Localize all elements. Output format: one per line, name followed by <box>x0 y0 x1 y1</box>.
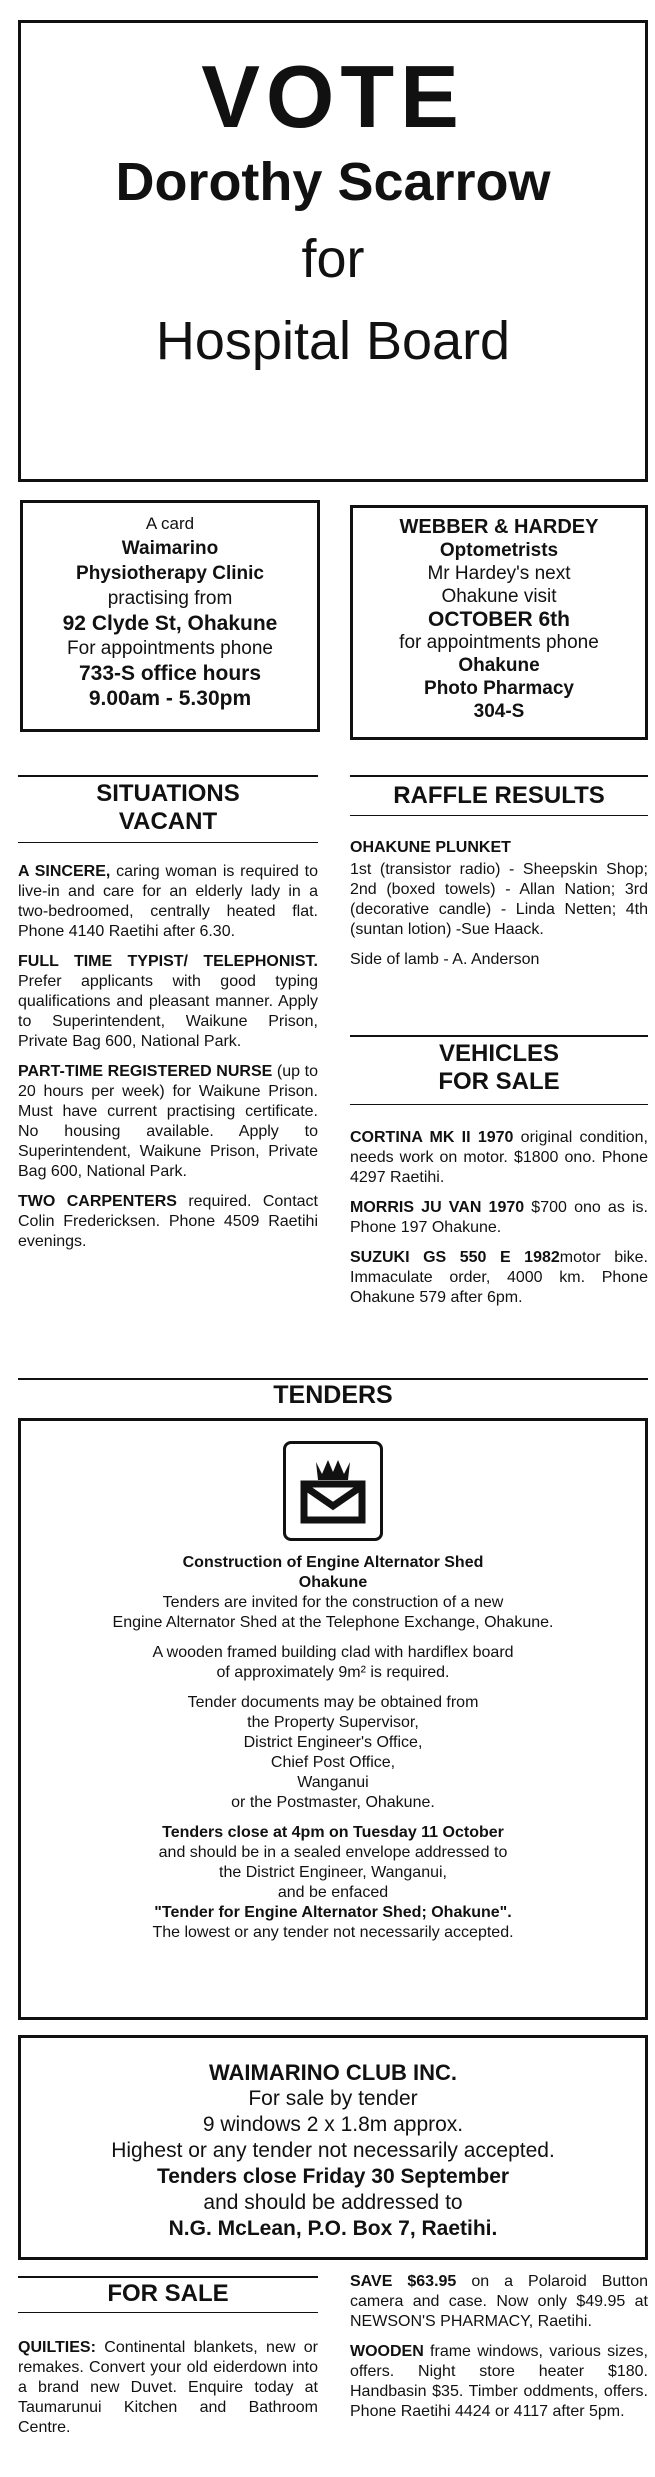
forsale-bottom-rule <box>18 2312 318 2313</box>
club-address: N.G. McLean, P.O. Box 7, Raetihi. <box>168 2217 498 2240</box>
vehicle-ad-lead: CORTINA MK II 1970 <box>350 1129 514 1146</box>
vehicle-ad-lead: SUZUKI GS 550 E 1982 <box>350 1249 560 1266</box>
tender-docs-6: or the Postmaster, Ohakune. <box>231 1794 435 1811</box>
vehicles-top-rule <box>350 1035 648 1037</box>
situations-ad-body: Prefer applicants with good typing qualifications and pleasant manner. Apply to Superintendent, Waikune Prison, Private Bag 600, National Park. <box>18 973 318 1050</box>
forsale-ad <box>350 2342 648 2422</box>
club-disclaimer: Highest or any tender not necessarily accepted. <box>111 2139 555 2162</box>
optometrists-visit-2: Ohakune visit <box>441 586 557 607</box>
physio-hours: 9.00am - 5.30pm <box>88 687 252 710</box>
club-name: WAIMARINO CLUB INC. <box>208 2060 458 2085</box>
situations-ad-lead: FULL TIME TYPIST/ TELEPHONIST. <box>18 953 318 970</box>
forsale-ad-body: on a Polaroid Button camera and case. Now only $49.95 at NEWSON'S PHARMACY, Raetihi. <box>350 2273 649 2330</box>
tender-docs-4: Chief Post Office, <box>270 1754 396 1771</box>
vehicle-ad-body: original condition, needs work on motor. $1800 ono. Phone 4297 Raetihi. <box>350 1129 649 1186</box>
situations-bottom-rule <box>18 842 318 843</box>
vehicle-ad <box>350 1248 648 1308</box>
vehicles-heading-line2: FOR SALE <box>438 1068 560 1095</box>
vote-headline: VOTE <box>201 47 465 146</box>
optometrists-town: Ohakune <box>458 655 540 676</box>
vehicle-ad <box>350 1198 648 1238</box>
forsale-right-column <box>350 2272 648 2432</box>
forsale-ad-lead: WOODEN <box>350 2343 424 2360</box>
tenders-notice <box>18 1418 648 2020</box>
forsale-ad-body: Continental blankets, new or remakes. Convert your old eiderdown into a brand new Duvet. Enquire today at Taumarunui Kitchen and Bathroom Centre. <box>18 2339 318 2436</box>
situations-ad-body: required. Contact Colin Fredericksen. Phone 4509 Raetihi evenings. <box>18 1193 318 1250</box>
tender-docs-5: Wanganui <box>297 1774 369 1791</box>
situations-column <box>18 862 318 1262</box>
situations-ad <box>18 1062 318 1182</box>
optometrists-firm: WEBBER & HARDEY <box>399 516 599 538</box>
physio-appointments: For appointments phone <box>67 638 273 659</box>
optometrists-date: OCTOBER 6th <box>428 608 570 631</box>
situations-ad-lead: TWO CARPENTERS <box>18 1193 177 1210</box>
situations-ad-body: caring woman is required to live-in and care for an elderly lady in a two-bedroomed, centrally heated flat. Phone 4140 Raetihi after 6.30. <box>18 863 319 940</box>
candidate-name: Dorothy Scarrow <box>115 152 551 212</box>
tender-docs-2: the Property Supervisor, <box>247 1714 419 1731</box>
raffle-extra-prize: Side of lamb - A. Anderson <box>350 951 540 968</box>
club-tender-notice <box>18 2035 648 2260</box>
tender-addressee: the District Engineer, Wanganui, <box>219 1864 447 1881</box>
club-item: 9 windows 2 x 1.8m approx. <box>202 2113 464 2136</box>
raffle-top-rule <box>350 775 648 777</box>
tenders-top-rule <box>18 1378 648 1380</box>
tender-envelope: and should be in a sealed envelope addressed to <box>158 1844 508 1861</box>
forsale-ad <box>350 2272 648 2332</box>
raffle-subheading: OHAKUNE PLUNKET <box>350 839 511 856</box>
forsale-ad-lead: QUILTIES: <box>18 2339 96 2356</box>
forsale-heading: FOR SALE <box>107 2280 229 2307</box>
tender-enfaced: and be enfaced <box>277 1884 389 1901</box>
situations-ad-lead: PART-TIME REGISTERED NURSE <box>18 1063 273 1080</box>
physio-phone: 733-S office hours <box>78 662 262 685</box>
situations-heading-line2: VACANT <box>118 808 218 835</box>
tenders-heading: TENDERS <box>273 1381 393 1409</box>
physio-practising: practising from <box>107 588 233 609</box>
optometrists-visit-1: Mr Hardey's next <box>427 563 571 584</box>
situations-ad <box>18 952 318 1052</box>
tender-docs-3: District Engineer's Office, <box>243 1734 423 1751</box>
situations-ad <box>18 862 318 942</box>
vehicle-ad-body: $700 ono as is. Phone 197 Ohakune. <box>350 1199 648 1236</box>
post-office-crown-envelope-icon <box>286 1444 380 1538</box>
situations-ad <box>18 1192 318 1252</box>
tender-title: Construction of Engine Alternator Shed <box>182 1554 484 1571</box>
optometrists-phone: 304-S <box>473 701 525 722</box>
forsale-ad <box>18 2338 318 2438</box>
tender-invitation-2: Engine Alternator Shed at the Telephone Exchange, Ohakune. <box>112 1614 554 1631</box>
vote-for-text: for <box>301 229 365 289</box>
vehicles-heading <box>350 1040 648 1096</box>
tender-building-desc: A wooden framed building clad with hardiflex board <box>152 1644 514 1661</box>
optometrists-title: Optometrists <box>439 540 559 561</box>
tender-enfaced-title: "Tender for Engine Alternator Shed; Ohakune". <box>154 1904 512 1921</box>
raffle-heading: RAFFLE RESULTS <box>393 782 605 809</box>
vehicles-heading-line1: VEHICLES <box>438 1040 560 1067</box>
situations-top-rule <box>18 775 318 777</box>
raffle-column <box>350 838 648 980</box>
optometrists-ad <box>350 505 648 740</box>
forsale-top-rule <box>18 2276 318 2278</box>
physio-clinic-town: Waimarino <box>121 538 219 559</box>
forsale-left-column <box>18 2338 318 2448</box>
vehicle-ad-body: motor bike. Immaculate order, 4000 km. Phone Ohakune 579 after 6pm. <box>350 1249 648 1306</box>
tender-title-location: Ohakune <box>298 1574 368 1591</box>
situations-ad-lead: A SINCERE, <box>18 863 111 880</box>
tender-building-size: of approximately 9m² is required. <box>216 1664 450 1681</box>
club-address-intro: and should be addressed to <box>203 2191 463 2214</box>
tender-close-date: Tenders close at 4pm on Tuesday 11 October <box>162 1824 504 1841</box>
vote-advertisement <box>18 20 648 482</box>
situations-heading-line1: SITUATIONS <box>96 780 240 807</box>
club-close-date: Tenders close Friday 30 September <box>156 2165 510 2188</box>
club-sale-method: For sale by tender <box>248 2087 418 2110</box>
tender-docs-1: Tender documents may be obtained from <box>187 1694 479 1711</box>
raffle-results-text: 1st (transistor radio) - Sheepskin Shop; 2nd (boxed towels) - Allan Nation; 3rd (decorative candle) - Linda Netten; 4th (suntan lotion) -Sue Haack. <box>350 861 648 938</box>
physio-card-intro: A card <box>145 514 195 533</box>
physio-clinic-name: Physiotherapy Clinic <box>76 563 264 584</box>
vehicles-column <box>350 1128 648 1318</box>
tender-invitation: Tenders are invited for the construction of a new <box>162 1594 504 1611</box>
vehicle-ad-lead: MORRIS JU VAN 1970 <box>350 1199 525 1216</box>
situations-ad-body: (up to 20 hours per week) for Waikune Prison. Must have current practising certificate. No housing available. Apply to Superintendent, Waikune Prison, Private Bag 600, National Park. <box>18 1063 318 1180</box>
office-name: Hospital Board <box>155 311 511 371</box>
situations-heading <box>18 780 318 836</box>
optometrists-pharmacy: Photo Pharmacy <box>424 678 574 699</box>
vehicle-ad <box>350 1128 648 1188</box>
raffle-bottom-rule <box>350 815 648 816</box>
tender-disclaimer: The lowest or any tender not necessarily accepted. <box>152 1924 514 1941</box>
post-office-logo <box>283 1441 383 1541</box>
vehicles-bottom-rule <box>350 1104 648 1105</box>
forsale-ad-body: frame windows, various sizes, offers. Night store heater $180. Handbasin $35. Timber oddments, offers. Phone Raetihi 4424 or 4117 after 5pm. <box>350 2343 648 2420</box>
physio-card <box>20 500 320 732</box>
optometrists-appointments: for appointments phone <box>399 632 599 653</box>
physio-address: 92 Clyde St, Ohakune <box>62 612 278 635</box>
forsale-ad-lead: SAVE $63.95 <box>350 2273 457 2290</box>
